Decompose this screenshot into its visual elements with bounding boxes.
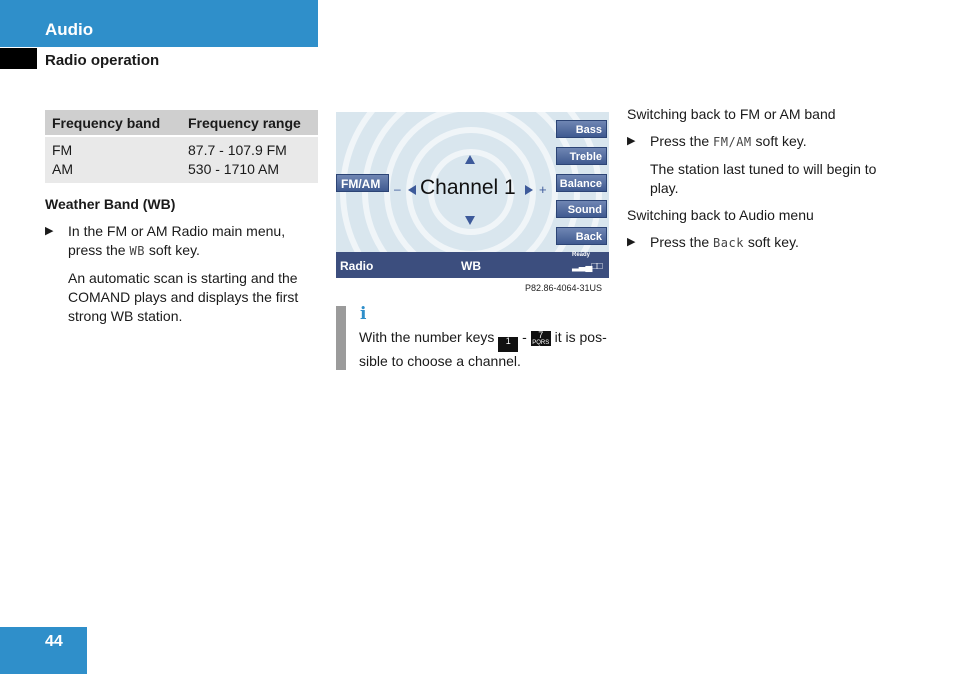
key-7-label: 7 <box>538 330 544 340</box>
range-fm: 87.7 - 107.9 FM <box>188 142 287 158</box>
table-row <box>45 136 318 183</box>
key-1-label: 1 <box>505 336 511 346</box>
page-number-tab <box>0 627 87 674</box>
signal-strength-icon: ▂▃▄□□ <box>572 261 602 272</box>
wb-soft-key-label: WB <box>129 244 145 258</box>
instruction-step <box>45 222 315 261</box>
status-radio-label: Radio <box>340 259 374 273</box>
step-text: soft key. <box>751 133 807 149</box>
comand-display <box>336 112 609 278</box>
channel-display: Channel 1 <box>420 176 516 199</box>
note-bar <box>336 306 346 370</box>
right-column <box>627 105 902 253</box>
bullet-arrow-icon: ▶ <box>627 236 636 248</box>
step-text: soft key. <box>743 234 799 250</box>
fm-am-soft-key-label: FM/AM <box>713 135 752 149</box>
page-number: 44 <box>45 633 63 650</box>
switch-back-audio-heading: Switching back to Audio menu <box>627 207 814 223</box>
weather-band-heading: Weather Band (WB) <box>45 196 176 212</box>
note-text-part: it is pos-sible to choose a channel. <box>359 329 607 369</box>
plus-sign: + <box>539 182 547 197</box>
note-text <box>359 328 619 371</box>
table-cell <box>45 136 181 183</box>
instruction-step <box>627 132 902 152</box>
frequency-table <box>45 110 318 183</box>
band-fm: FM <box>52 142 73 158</box>
section-tab <box>0 0 318 47</box>
key-7-icon <box>531 331 551 346</box>
figure-code: P82.86-4064-31US <box>525 283 603 293</box>
note-box <box>336 306 616 370</box>
section-title: Audio <box>45 20 94 39</box>
step-text: Press the <box>650 234 714 250</box>
step-text: In the FM or AM Radio main menu, press the <box>68 223 286 258</box>
back-soft-key[interactable]: Back <box>556 227 607 245</box>
table-cell <box>181 136 318 183</box>
column-header: Frequency range <box>181 110 318 136</box>
fm-am-soft-key[interactable]: FM/AM <box>336 174 389 192</box>
bass-soft-key[interactable]: Bass <box>556 120 607 138</box>
left-column <box>45 195 315 326</box>
note-text-part: With the number keys <box>359 329 499 345</box>
key-7-letters: PQRS <box>532 340 550 346</box>
column-header: Frequency band <box>45 110 181 136</box>
step-result: The station last tuned to will begin to play. <box>650 161 877 196</box>
range-am: 530 - 1710 AM <box>188 161 280 177</box>
band-am: AM <box>52 161 73 177</box>
bullet-arrow-icon: ▶ <box>627 135 636 147</box>
switch-back-fm-am-heading: Switching back to FM or AM band <box>627 106 836 122</box>
note-text-part: - <box>518 329 531 345</box>
section-marker <box>0 48 37 69</box>
status-ready-label: Ready <box>572 252 591 258</box>
balance-soft-key[interactable]: Balance <box>556 174 607 192</box>
instruction-step <box>627 233 902 253</box>
arrow-down-icon <box>465 216 475 225</box>
sound-soft-key[interactable]: Sound <box>556 200 607 218</box>
page-subtitle: Radio operation <box>45 52 160 69</box>
info-icon: i <box>360 304 367 324</box>
back-soft-key-label: Back <box>713 236 744 250</box>
step-text: soft key. <box>144 242 200 258</box>
step-result: An automatic scan is starting and the COMAND plays and displays the first strong WB station. <box>68 270 299 324</box>
bullet-arrow-icon: ▶ <box>45 225 54 237</box>
key-1-icon <box>498 337 518 352</box>
minus-sign: – <box>394 182 401 196</box>
table-header-row <box>45 110 318 136</box>
arrow-up-icon <box>465 155 475 164</box>
status-bar <box>336 252 609 278</box>
treble-soft-key[interactable]: Treble <box>556 147 607 165</box>
status-wb-label: WB <box>461 259 481 273</box>
step-text: Press the <box>650 133 714 149</box>
